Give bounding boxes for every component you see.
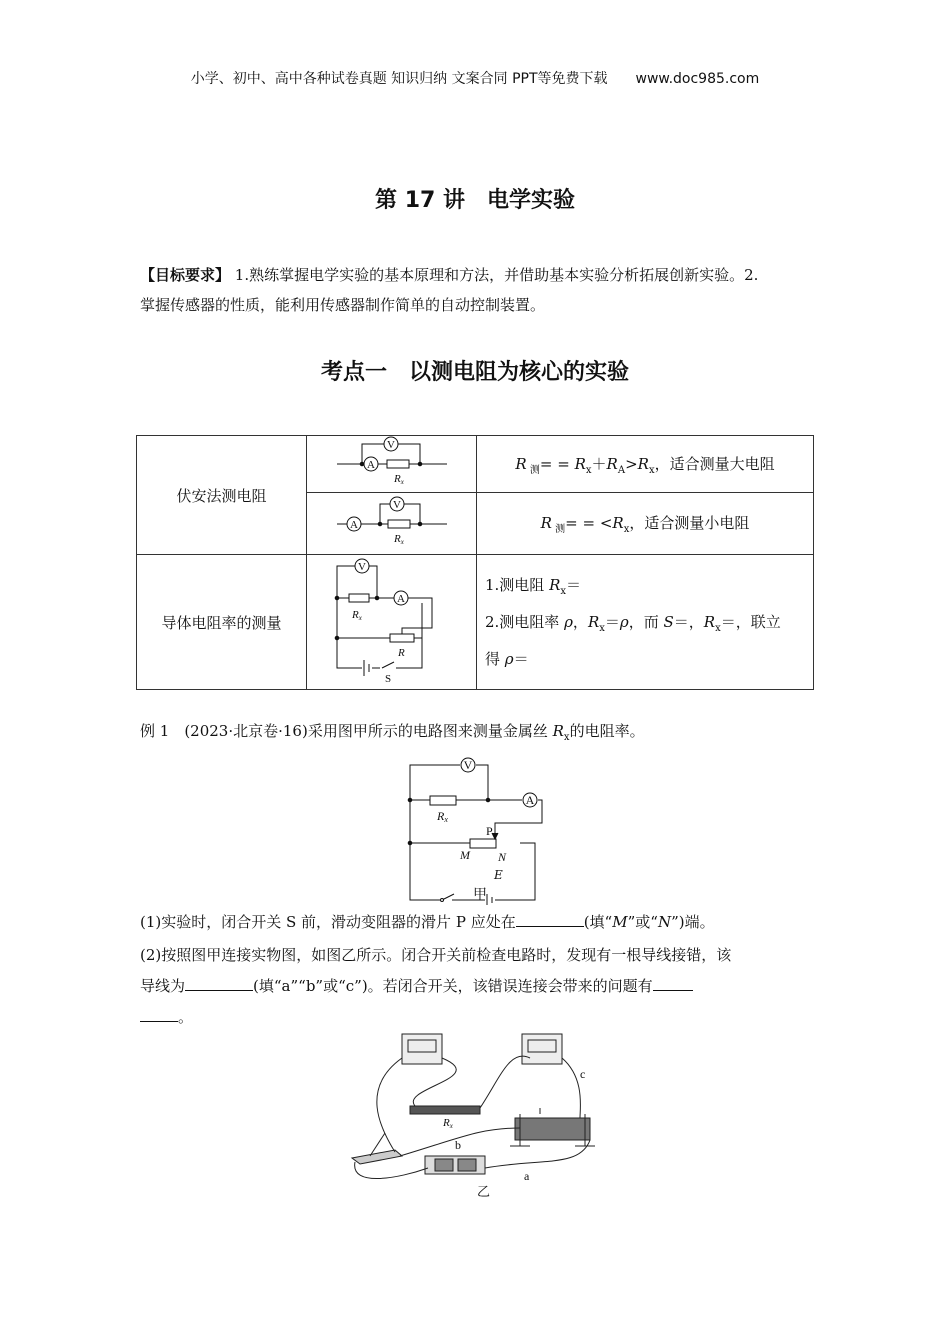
rx-label: Rx bbox=[443, 1117, 453, 1130]
figure-caption: 乙 bbox=[477, 1184, 491, 1199]
formula-cell: R $_测= = R_x+R_A>R_x$，适合测量大电阻 bbox=[477, 436, 814, 493]
lecture-title: 第 17 讲 电学实验 bbox=[375, 188, 575, 213]
end-m-label: M bbox=[460, 848, 470, 862]
ammeter-label: A bbox=[396, 592, 405, 605]
experiment-table bbox=[136, 435, 814, 690]
wire-a-label: a bbox=[524, 1169, 530, 1183]
ammeter-outer-circuit bbox=[332, 494, 452, 550]
voltmeter-label: V bbox=[386, 439, 395, 451]
circuit-cell bbox=[307, 436, 477, 493]
answer-blank[interactable] bbox=[140, 1005, 178, 1022]
question-2: (2)按照图甲连接实物图，如图乙所示。闭合开关前检查电路时，发现有一根导线接错，该 导线为 (填“a”“b”或“c”)。若闭合开关，该错误连接会带来的问题有 。 bbox=[140, 946, 732, 1026]
wire-b-label: b bbox=[455, 1138, 461, 1152]
ammeter-label: A bbox=[525, 793, 535, 807]
figure-caption: 甲 bbox=[473, 887, 487, 903]
ammeter-label: A bbox=[366, 459, 375, 471]
row-label: 伏安法测电阻 bbox=[137, 436, 307, 555]
circuit-cell bbox=[307, 493, 477, 555]
table-row bbox=[137, 555, 814, 690]
goal-text: 1.熟练掌握电学实验的基本原理和方法，并借助基本实验分析拓展创新实验。2. bbox=[234, 266, 759, 284]
ammeter-inner-circuit bbox=[332, 436, 452, 488]
answer-blank[interactable] bbox=[516, 910, 584, 927]
table-row bbox=[137, 436, 814, 493]
ammeter-label: A bbox=[349, 518, 358, 531]
wire-c-label: c bbox=[580, 1067, 586, 1081]
goal-text: 掌握传感器的性质，能利用传感器制作简单的自动控制装置。 bbox=[140, 296, 546, 314]
section-title: 考点一 以测电阻为核心的实验 bbox=[320, 360, 629, 385]
battery-label: E bbox=[494, 868, 503, 882]
switch-label: S bbox=[384, 672, 391, 683]
rheostat-label: R bbox=[397, 646, 405, 659]
page-header bbox=[0, 68, 950, 88]
circuit-figure-jia bbox=[400, 755, 550, 905]
goal-label: 【目标要求】 bbox=[140, 266, 231, 284]
formula-cell: R $_测= = <R_x$，适合测量小电阻 bbox=[477, 493, 814, 555]
row-label: 导体电阻率的测量 bbox=[137, 555, 307, 690]
goal-paragraph bbox=[140, 260, 820, 320]
answer-blank[interactable] bbox=[185, 974, 253, 991]
end-n-label: N bbox=[498, 850, 507, 864]
resistivity-circuit bbox=[322, 558, 462, 683]
header-url[interactable]: www.doc985.com bbox=[635, 71, 760, 87]
question-1: (1)实验时，闭合开关 S 前，滑动变阻器的滑片 P 应处在 (填“M”或“N”)端。 bbox=[140, 907, 820, 937]
rx-label: Rx bbox=[351, 608, 362, 622]
formula-cell: 1.测电阻 $R_x=$ 2.测电阻率 ρ，$R_x=\rho$，而 S＝，$R_x=$，联立 得 ρ＝ bbox=[477, 555, 814, 690]
voltmeter-label: V bbox=[357, 560, 366, 573]
circuit-cell bbox=[307, 555, 477, 690]
answer-blank[interactable] bbox=[653, 974, 693, 991]
voltmeter-label: V bbox=[463, 758, 473, 772]
example-stem: 例 1 (2023·北京卷·16)采用图甲所示的电路图来测量金属丝 $R_x$的电阻率。 bbox=[140, 722, 645, 743]
slider-p-label: P bbox=[486, 824, 493, 838]
rx-label: Rx bbox=[393, 473, 404, 486]
header-text: 小学、初中、高中各种试卷真题 知识归纳 文案合同 PPT等免费下载 bbox=[190, 71, 608, 87]
physical-circuit-figure-yi bbox=[340, 1028, 610, 1203]
rx-label: Rx bbox=[437, 809, 448, 824]
voltmeter-label: V bbox=[392, 498, 401, 511]
rx-label: Rx bbox=[393, 532, 404, 546]
